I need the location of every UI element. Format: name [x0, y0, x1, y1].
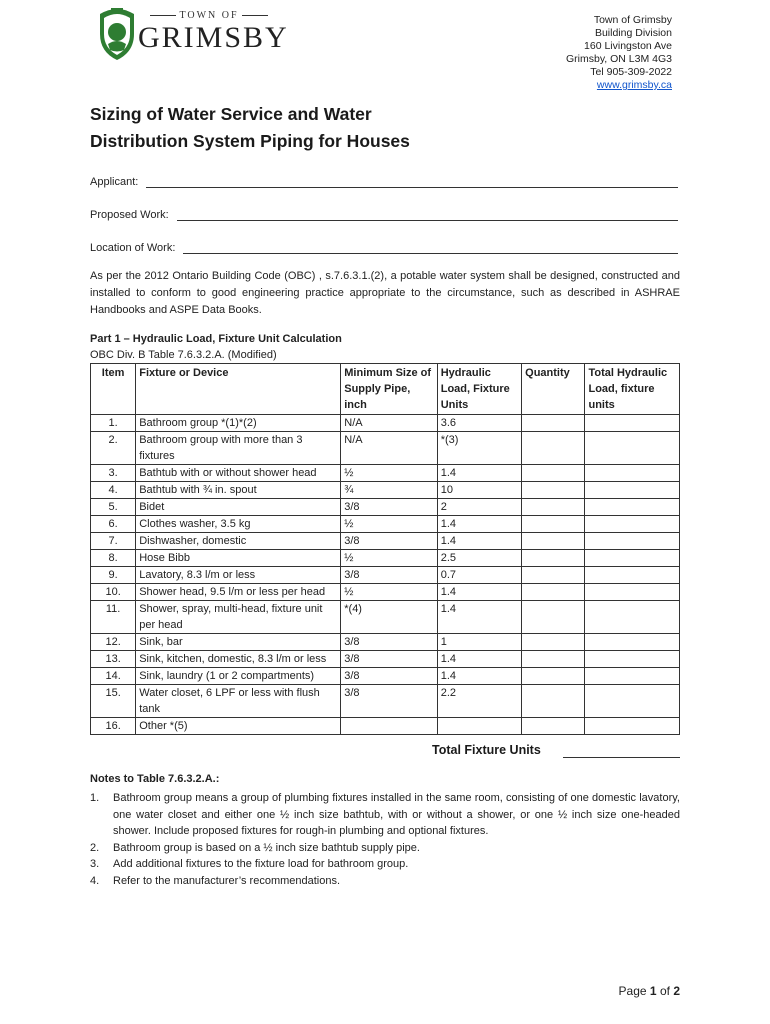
row-min-size: 3/8 [341, 668, 437, 685]
row-min-size: 3/8 [341, 651, 437, 668]
row-total-input[interactable] [585, 550, 680, 567]
row-item: 4. [91, 482, 136, 499]
row-item: 7. [91, 533, 136, 550]
row-quantity-input[interactable] [522, 567, 585, 584]
page-total: 2 [673, 984, 680, 998]
row-min-size: 3/8 [341, 533, 437, 550]
row-hydraulic-load: 1.4 [437, 668, 521, 685]
table-row [91, 499, 680, 516]
row-item: 16. [91, 718, 136, 735]
row-hydraulic-load: 2 [437, 499, 521, 516]
row-hydraulic-load: 2.5 [437, 550, 521, 567]
website-link[interactable]: www.grimsby.ca [596, 79, 672, 91]
table-row [91, 533, 680, 550]
note-item [90, 873, 680, 890]
applicant-field [90, 176, 678, 188]
note-text: Bathroom group means a group of plumbing fixtures installed in the same room, consisting of one domestic lavatory, one water closet and either one ½ inch size bathtub, with or without a shower, or one ½ inch size one-headed shower. Include proposed fixtures for rough-in plumbing and optional fixtures. [113, 792, 680, 837]
row-min-size: N/A [341, 415, 437, 432]
town-logo [94, 4, 289, 62]
row-item: 5. [91, 499, 136, 516]
total-input[interactable] [563, 743, 680, 758]
row-min-size: ½ [341, 465, 437, 482]
total-label: Total Fixture Units [432, 743, 541, 757]
address-line: Tel 905-309-2022 [590, 66, 672, 78]
intro-paragraph: As per the 2012 Ontario Building Code (OBC) , s.7.6.3.1.(2), a potable water system shall be designed, constructed and installed to conform to good engineering practice appropriate to the circumstance, such as described in ASHRAE Handbooks and ASPE Data Books. [90, 270, 680, 316]
table-row [91, 432, 680, 465]
page-number [619, 984, 680, 998]
row-fixture: Bathtub with or without shower head [136, 465, 341, 482]
proposed-work-input[interactable] [177, 209, 678, 221]
logo-city-text: GRIMSBY [138, 21, 289, 54]
row-total-input[interactable] [585, 718, 680, 735]
row-fixture: Shower head, 9.5 l/m or less per head [136, 584, 341, 601]
address-line: Grimsby, ON L3M 4G3 [566, 53, 672, 65]
row-item: 2. [91, 432, 136, 465]
row-fixture: Bathtub with ¾ in. spout [136, 482, 341, 499]
row-min-size: 3/8 [341, 685, 437, 718]
row-hydraulic-load: 1.4 [437, 651, 521, 668]
part-heading-block [90, 331, 342, 363]
row-total-input[interactable] [585, 415, 680, 432]
part-heading: Part 1 – Hydraulic Load, Fixture Unit Calculation [90, 333, 342, 345]
row-min-size: ¾ [341, 482, 437, 499]
note-number: 1. [90, 792, 100, 804]
row-total-input[interactable] [585, 482, 680, 499]
row-hydraulic-load: 1.4 [437, 465, 521, 482]
row-fixture: Hose Bibb [136, 550, 341, 567]
row-total-input[interactable] [585, 499, 680, 516]
row-fixture: Other *(5) [136, 718, 341, 735]
row-total-input[interactable] [585, 634, 680, 651]
row-item: 10. [91, 584, 136, 601]
row-item: 14. [91, 668, 136, 685]
location-of-work-field [90, 242, 678, 254]
page-title [90, 101, 590, 155]
part-subheading: OBC Div. B Table 7.6.3.2.A. (Modified) [90, 349, 277, 361]
row-item: 12. [91, 634, 136, 651]
row-fixture: Lavatory, 8.3 l/m or less [136, 567, 341, 584]
logo-town-text: TOWN OF [144, 10, 274, 21]
row-quantity-input[interactable] [522, 685, 585, 718]
town-crest-icon [94, 4, 140, 62]
row-item: 1. [91, 415, 136, 432]
row-min-size: *(4) [341, 601, 437, 634]
page-current: 1 [649, 984, 657, 998]
row-quantity-input[interactable] [522, 516, 585, 533]
page-label: Page [618, 984, 647, 998]
notes-list [90, 790, 680, 889]
row-hydraulic-load: 1 [437, 634, 521, 651]
row-item: 9. [91, 567, 136, 584]
proposed-work-field [90, 209, 678, 221]
row-fixture: Sink, bar [136, 634, 341, 651]
address-block [566, 14, 672, 92]
address-line: 160 Livingston Ave [584, 40, 672, 52]
row-item: 15. [91, 685, 136, 718]
note-text: Bathroom group is based on a ½ inch size bathtub supply pipe. [113, 841, 420, 854]
row-fixture: Bathroom group *(1)*(2) [136, 415, 341, 432]
row-total-input[interactable] [585, 601, 680, 634]
location-of-work-label: Location of Work: [90, 242, 176, 254]
row-min-size: ½ [341, 584, 437, 601]
note-number: 2. [90, 841, 100, 854]
row-hydraulic-load: 1.4 [437, 584, 521, 601]
row-quantity-input[interactable] [522, 499, 585, 516]
row-total-input[interactable] [585, 651, 680, 668]
row-total-input[interactable] [585, 685, 680, 718]
note-number: 3. [90, 858, 100, 870]
row-min-size: N/A [341, 432, 437, 465]
row-fixture: Bidet [136, 499, 341, 516]
table-row [91, 601, 680, 634]
note-item [90, 840, 680, 857]
row-fixture: Clothes washer, 3.5 kg [136, 516, 341, 533]
row-quantity-input[interactable] [522, 601, 585, 634]
row-total-input[interactable] [585, 584, 680, 601]
row-quantity-input[interactable] [522, 668, 585, 685]
row-total-input[interactable] [585, 432, 680, 465]
row-hydraulic-load: 0.7 [437, 567, 521, 584]
row-min-size: ½ [341, 516, 437, 533]
note-number: 4. [90, 874, 100, 887]
row-quantity-input[interactable] [522, 465, 585, 482]
table-row [91, 465, 680, 482]
proposed-work-label: Proposed Work: [90, 209, 169, 221]
table-row [91, 550, 680, 567]
header-fixture: Fixture or Device [136, 364, 341, 415]
row-quantity-input[interactable] [522, 718, 585, 735]
row-hydraulic-load: 3.6 [437, 415, 521, 432]
location-of-work-input[interactable] [183, 242, 678, 254]
row-hydraulic-load: 10 [437, 482, 521, 499]
row-fixture: Shower, spray, multi-head, fixture unit per head [136, 601, 341, 634]
row-quantity-input[interactable] [522, 482, 585, 499]
table-row [91, 685, 680, 718]
row-quantity-input[interactable] [522, 432, 585, 465]
row-quantity-input[interactable] [522, 634, 585, 651]
row-hydraulic-load: 1.4 [437, 516, 521, 533]
row-total-input[interactable] [585, 465, 680, 482]
table-row [91, 516, 680, 533]
table-row [91, 634, 680, 651]
table-row [91, 668, 680, 685]
page-of: of [659, 984, 670, 998]
header-total-load: Total Hydraulic Load, fixture units [585, 364, 680, 415]
header-item: Item [91, 364, 136, 415]
note-text: Add additional fixtures to the fixture load for bathroom group. [113, 858, 409, 870]
address-line: Town of Grimsby [593, 14, 672, 26]
row-item: 13. [91, 651, 136, 668]
table-row [91, 651, 680, 668]
table-row [91, 718, 680, 735]
fixture-table [90, 363, 680, 735]
note-item [90, 790, 680, 840]
row-total-input[interactable] [585, 533, 680, 550]
row-fixture: Dishwasher, domestic [136, 533, 341, 550]
address-line: Building Division [594, 27, 672, 39]
row-hydraulic-load [437, 718, 521, 735]
row-quantity-input[interactable] [522, 533, 585, 550]
row-min-size: 3/8 [341, 567, 437, 584]
title-line-1: Sizing of Water Service and Water [90, 104, 372, 124]
table-row [91, 567, 680, 584]
row-fixture: Sink, kitchen, domestic, 8.3 l/m or less [136, 651, 341, 668]
applicant-input[interactable] [146, 176, 678, 188]
row-hydraulic-load: 1.4 [437, 601, 521, 634]
row-min-size: 3/8 [341, 499, 437, 516]
header-quantity: Quantity [522, 364, 585, 415]
notes-title: Notes to Table 7.6.3.2.A.: [90, 773, 220, 785]
row-item: 8. [91, 550, 136, 567]
note-item [90, 856, 680, 873]
table-row [91, 584, 680, 601]
row-quantity-input[interactable] [522, 550, 585, 567]
total-fixture-units [432, 743, 680, 758]
row-item: 11. [91, 601, 136, 634]
row-fixture: Bathroom group with more than 3 fixtures [136, 432, 341, 465]
row-hydraulic-load: 1.4 [437, 533, 521, 550]
row-hydraulic-load: 2.2 [437, 685, 521, 718]
row-fixture: Water closet, 6 LPF or less with flush tank [136, 685, 341, 718]
row-fixture: Sink, laundry (1 or 2 compartments) [136, 668, 341, 685]
note-text: Refer to the manufacturer’s recommendations. [113, 874, 341, 887]
row-quantity-input[interactable] [522, 415, 585, 432]
row-quantity-input[interactable] [522, 584, 585, 601]
header-min-size: Minimum Size of Supply Pipe, inch [341, 364, 437, 415]
row-item: 6. [91, 516, 136, 533]
row-min-size: 3/8 [341, 634, 437, 651]
row-hydraulic-load: *(3) [437, 432, 521, 465]
row-total-input[interactable] [585, 567, 680, 584]
row-min-size: ½ [341, 550, 437, 567]
row-min-size [341, 718, 437, 735]
table-row [91, 482, 680, 499]
row-total-input[interactable] [585, 668, 680, 685]
row-quantity-input[interactable] [522, 651, 585, 668]
row-total-input[interactable] [585, 516, 680, 533]
table-row [91, 415, 680, 432]
title-line-2: Distribution System Piping for Houses [90, 131, 410, 151]
applicant-label: Applicant: [90, 176, 139, 188]
row-item: 3. [91, 465, 136, 482]
table-header-row [91, 364, 680, 415]
header-hydraulic-load: Hydraulic Load, Fixture Units [437, 364, 521, 415]
